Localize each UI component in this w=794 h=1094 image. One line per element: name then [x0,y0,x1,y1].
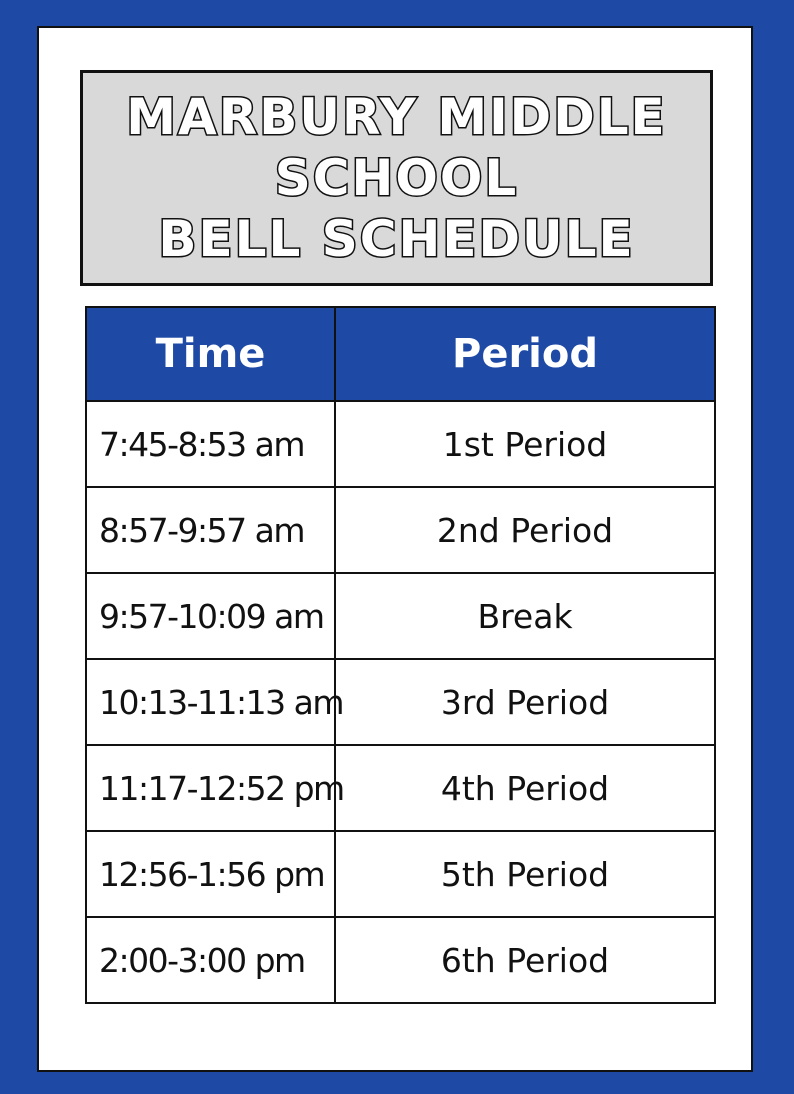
table-row [86,831,715,917]
table-row [86,917,715,1003]
time-cell: 11:17-12:52 pm [86,745,335,831]
time-cell: 7:45-8:53 am [86,401,335,487]
period-cell: Break [335,573,715,659]
title-line-1: MARBURY MIDDLE [126,87,667,146]
time-cell: 2:00-3:00 pm [86,917,335,1003]
title-line-3: BELL SCHEDULE [158,209,635,268]
header-row [86,307,715,401]
title-line-2: SCHOOL [274,148,519,207]
period-cell: 2nd Period [335,487,715,573]
title-banner [80,70,713,286]
column-header-period: Period [335,307,715,401]
period-cell: 6th Period [335,917,715,1003]
period-cell: 3rd Period [335,659,715,745]
column-header-time: Time [86,307,335,401]
table-row [86,401,715,487]
table-row [86,487,715,573]
time-cell: 12:56-1:56 pm [86,831,335,917]
table-row [86,745,715,831]
time-cell: 10:13-11:13 am [86,659,335,745]
table-row [86,573,715,659]
time-cell: 8:57-9:57 am [86,487,335,573]
time-cell: 9:57-10:09 am [86,573,335,659]
table-row [86,659,715,745]
bell-schedule-table [85,306,716,1004]
period-cell: 5th Period [335,831,715,917]
period-cell: 4th Period [335,745,715,831]
period-cell: 1st Period [335,401,715,487]
schedule-card [37,26,753,1072]
